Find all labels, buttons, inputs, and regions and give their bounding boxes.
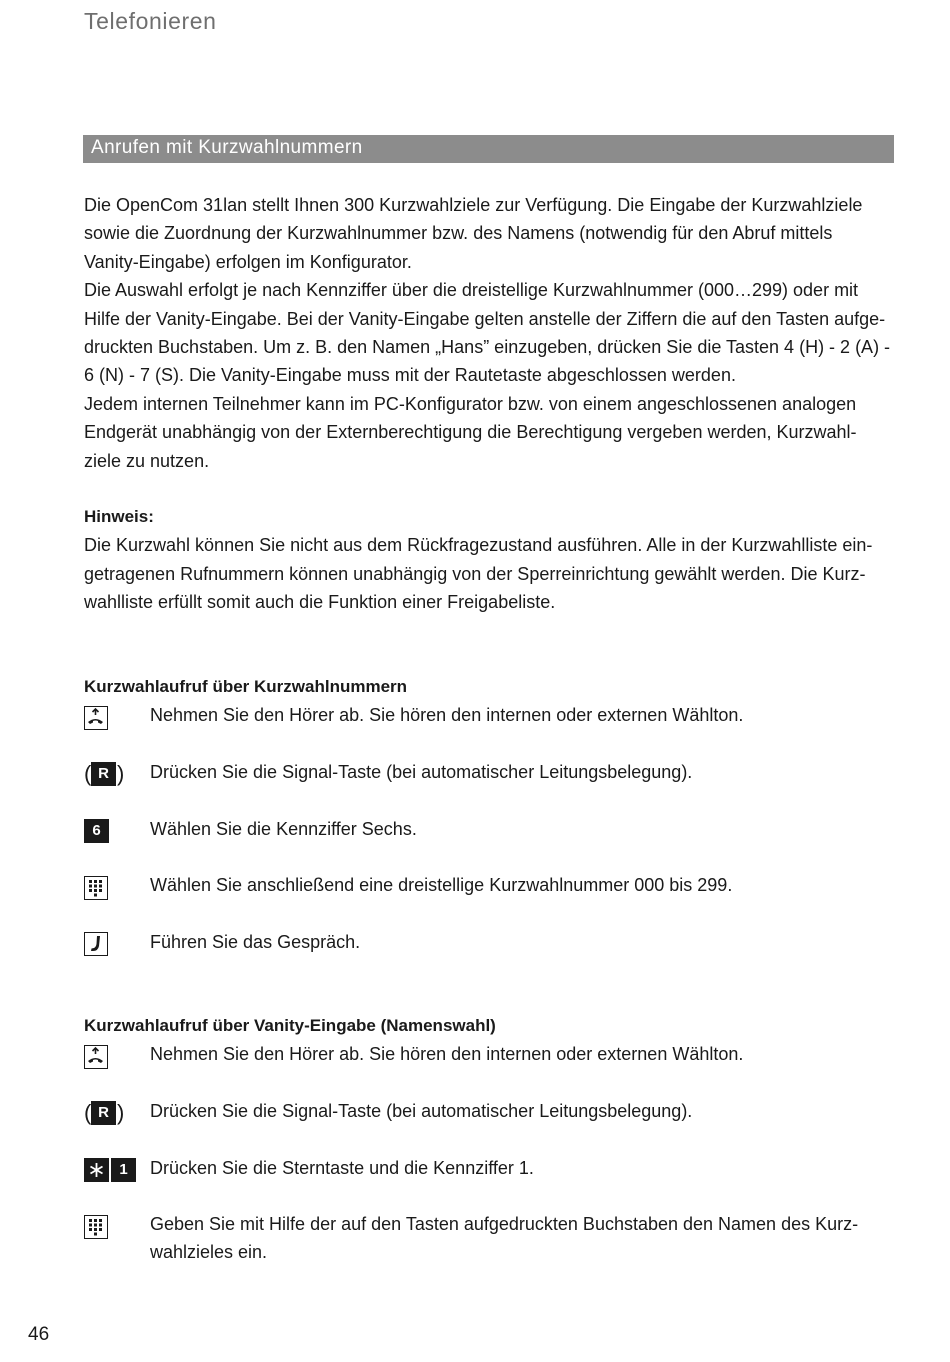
step-text-line: wahlzieles ein. — [150, 1242, 268, 1263]
block1-heading: Kurzwahlaufruf über Kurzwahlnummern — [84, 677, 408, 696]
intro-line: sowie die Zuordnung der Kurzwahlnummer bzw. des Namens (notwendig für den Abruf mittels — [84, 223, 833, 244]
paren-open: ( — [84, 761, 92, 786]
step-text: Führen Sie das Gespräch. — [150, 932, 361, 952]
intro-line: Die OpenCom 31lan stellt Ihnen 300 Kurzwahlziele zur Verfügung. Die Eingabe der Kurzwahlziele — [84, 195, 863, 215]
keypad-icon — [84, 876, 108, 900]
intro-line: ziele zu nutzen. — [84, 450, 210, 471]
step-text — [150, 1210, 890, 1267]
intro-line: Die Auswahl erfolgt je nach Kennziffer über die dreistellige Kurzwahlnummer (000…299) oder mit — [84, 280, 859, 301]
paren-open: ( — [84, 1100, 92, 1125]
running-header: Telefonieren — [84, 8, 217, 34]
digit-key-icon: 1 — [111, 1158, 136, 1182]
star-key-icon — [84, 1158, 109, 1182]
step-text: Drücken Sie die Signal-Taste (bei automatischer Leitungsbelegung). — [150, 1101, 693, 1121]
step-text: Wählen Sie die Kennziffer Sechs. — [150, 819, 417, 839]
note-line: wahlliste erfüllt somit auch die Funktion einer Freigabeliste. — [84, 592, 556, 613]
step-text: Drücken Sie die Sterntaste und die Kennziffer 1. — [150, 1158, 534, 1178]
step-text: Drücken Sie die Signal-Taste (bei automatischer Leitungsbelegung). — [150, 762, 693, 782]
step-text: Wählen Sie anschließend eine dreistellige Kurzwahlnummer 000 bis 299. — [150, 875, 733, 895]
step-text: Nehmen Sie den Hörer ab. Sie hören den internen oder externen Wählton. — [150, 705, 744, 725]
intro-line: Jedem internen Teilnehmer kann im PC-Konfigurator bzw. von einem angeschlossenen analogen — [84, 393, 857, 414]
page-number: 46 — [28, 1324, 50, 1345]
paren-close: ) — [117, 1100, 125, 1125]
intro-line: Endgerät unabhängig von der Externberechtigung die Berechtigung vergeben werden, Kurzwahl- — [84, 422, 857, 443]
digit-key-icon: 6 — [84, 819, 109, 843]
note-line: Die Kurzwahl können Sie nicht aus dem Rückfragezustand ausführen. Alle in der Kurzwahlliste ein- — [84, 535, 873, 556]
note-line: getragenen Rufnummern können unabhängig von der Sperreinrichtung gewählt werden. Die Kurz- — [84, 563, 866, 584]
paren-close: ) — [117, 761, 125, 786]
talk-icon — [84, 932, 108, 956]
block2-heading: Kurzwahlaufruf über Vanity-Eingabe (Namenswahl) — [84, 1016, 496, 1035]
intro-line: Hilfe der Vanity-Eingabe. Bei der Vanity-Eingabe gelten anstelle der Ziffern die auf den Tasten aufge- — [84, 308, 886, 329]
keypad-icon — [84, 1215, 108, 1239]
intro-line: druckten Buchstaben. Um z. B. den Namen „Hans” einzugeben, drücken Sie die Tasten 4 (H) - 2 (A) - — [84, 337, 891, 358]
signal-key-icon: R — [91, 762, 116, 786]
intro-line: Vanity-Eingabe) erfolgen im Konfigurator. — [84, 251, 412, 272]
signal-key-icon: R — [91, 1101, 116, 1125]
step-text: Nehmen Sie den Hörer ab. Sie hören den internen oder externen Wählton. — [150, 1044, 744, 1064]
intro-paragraph — [84, 191, 896, 475]
intro-line: 6 (N) - 7 (S). Die Vanity-Eingabe muss mit der Rautetaste abgeschlossen werden. — [84, 365, 736, 386]
handset-lift-icon — [84, 1045, 108, 1069]
note-block — [84, 503, 896, 617]
step-text-line: Geben Sie mit Hilfe der auf den Tasten aufgedruckten Buchstaben den Namen des Kurz- — [150, 1214, 859, 1234]
section-title: Anrufen mit Kurzwahlnummern — [91, 137, 363, 158]
section-title-bar — [83, 135, 894, 163]
handset-lift-icon — [84, 706, 108, 730]
note-label: Hinweis: — [84, 507, 154, 526]
